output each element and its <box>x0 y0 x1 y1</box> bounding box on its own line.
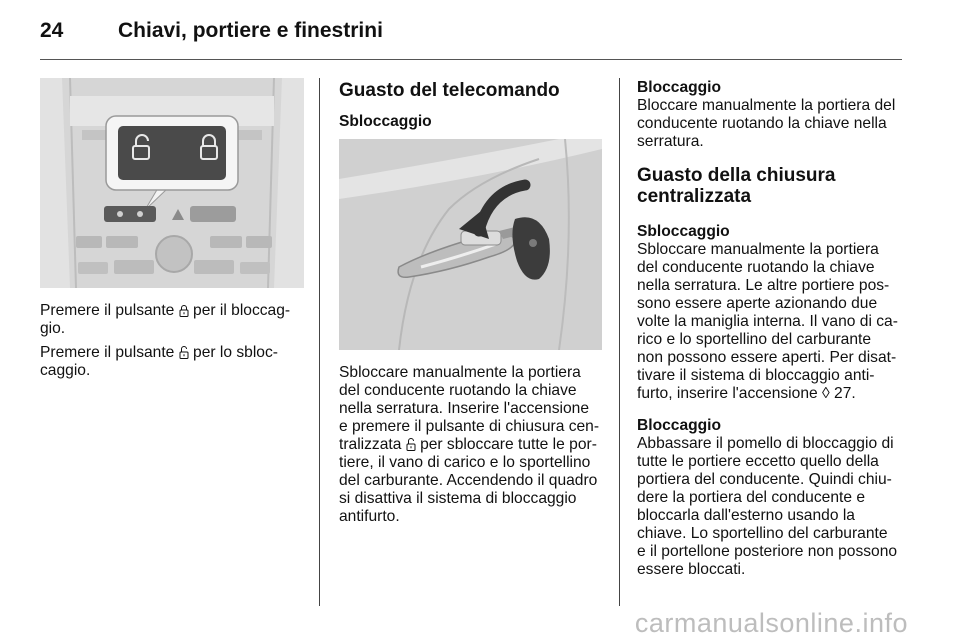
subheading-locking-central: Bloccaggio <box>637 417 722 434</box>
paragraph-manual-unlock: Sbloccare manualmente la portiera del conducente ruotando la chiave nella serratura. Inserire l'accensione e premere il pulsante di chiusura cen- tralizzata per sbloccare tutte le por- tiere, il vano di carico e lo sportellino del carburante. Accendendo il quadro si disattiva il sistema di bloccaggio antifurto. <box>339 364 600 525</box>
middle-column-text <box>339 80 604 131</box>
subheading-unlocking-central: Sbloccaggio <box>637 223 730 240</box>
lock-open-icon <box>179 346 189 359</box>
page-number: 24 <box>40 19 64 42</box>
page-title: Chiavi, portiere e finestrini <box>118 19 383 42</box>
subheading-locking-remote: Bloccaggio <box>637 79 722 96</box>
section-heading-central-locking-failure: Guasto della chiusura centralizzata <box>637 165 836 207</box>
watermark: carmanualsonline.info <box>634 608 908 638</box>
section-heading-remote-failure: Guasto del telecomando <box>339 80 560 101</box>
column-divider-left <box>319 78 320 606</box>
door-key-unlock-illustration <box>339 139 602 350</box>
column-divider-right <box>619 78 620 606</box>
paragraph-unlock: Premere il pulsante per lo sbloc- caggio. <box>40 344 278 379</box>
left-column-text <box>40 302 304 380</box>
right-column-text <box>637 79 907 579</box>
paragraph-lock: Premere il pulsante per il bloccag- gio. <box>40 302 291 337</box>
header-divider <box>40 59 902 60</box>
page-reference-link[interactable]: 27. <box>829 385 856 402</box>
lock-closed-icon <box>179 304 189 317</box>
paragraph-manual-lock: Bloccare manualmente la portiera del conducente ruotando la chiave nella serratura. <box>637 97 896 150</box>
paragraph-central-lock: Abbassare il pomello di bloccaggio di tutte le portiere eccetto quello della portiera del conducente. Quindi chiu- dere la portiera del conducente e bloccarla dall'esterno usando la chiave. Lo sportellino del carburante e il portellone posteriore non possono essere bloccati. <box>637 435 898 578</box>
lock-open-icon <box>406 438 416 451</box>
subheading-unlocking: Sbloccaggio <box>339 113 432 130</box>
middle-column-body <box>339 364 609 526</box>
dashboard-lock-buttons-illustration <box>40 78 304 288</box>
paragraph-central-unlock: Sbloccare manualmente la portiera del conducente ruotando la chiave nella serratura. Le altre portiere pos- sono essere aperte azionando due volte la maniglia interna. Il vano di ca- rico e lo sportellino del carburante non possono essere aperti. Per disat- tivare il sistema di bloccaggio anti- furto, inserire l'accensione ◊ 27. <box>637 241 898 402</box>
page-reference-arrow-icon: ◊ <box>822 385 830 402</box>
